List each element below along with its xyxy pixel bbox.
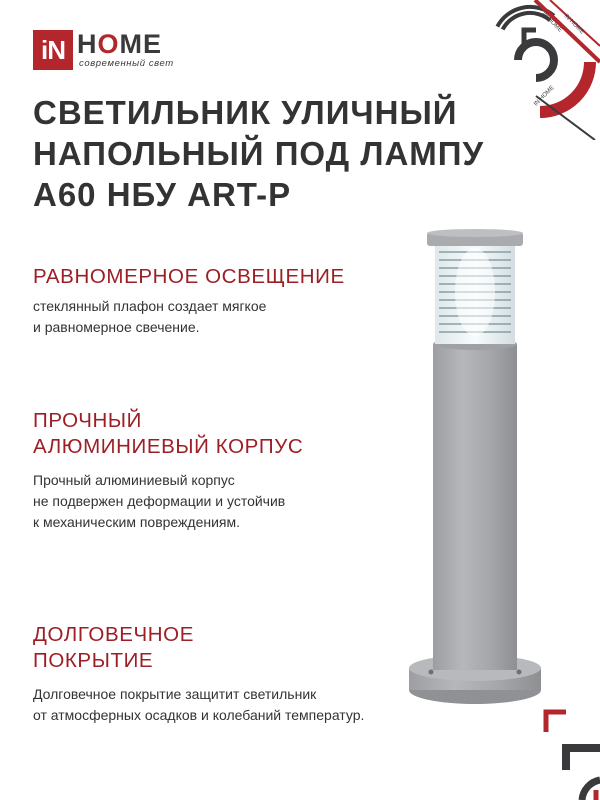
feature-text-line: к механическим повреждениям. — [33, 514, 241, 530]
logo-home-me: ME — [119, 29, 163, 59]
feature-text-line: Прочный алюминиевый корпус — [33, 472, 235, 488]
feature-text-line: не подвержен деформации и устойчив — [33, 493, 286, 509]
feature-heading-line: ПОКРЫТИЕ — [33, 649, 154, 672]
logo-home-h: H — [77, 29, 98, 59]
feature-heading-line: ПРОЧНЫЙ — [33, 409, 143, 432]
logo-home-wordmark — [77, 29, 162, 60]
product-title — [33, 92, 553, 215]
feature-text-line: стеклянный плафон создает мягкое — [33, 298, 267, 314]
feature-heading-line: ДОЛГОВЕЧНОЕ — [33, 623, 194, 646]
logo-in-badge: iN — [33, 30, 73, 70]
svg-text:IN HOME: IN HOME — [562, 13, 585, 36]
feature-heading-aluminium-body — [33, 408, 303, 460]
title-line: СВЕТИЛЬНИК УЛИЧНЫЙ — [33, 94, 458, 131]
title-line: НАПОЛЬНЫЙ ПОД ЛАМПУ — [33, 135, 485, 172]
brand-logo — [33, 30, 193, 70]
bottom-right-decoration — [520, 690, 600, 800]
logo-home-o: O — [97, 29, 120, 59]
feature-text-uniform-light — [33, 296, 266, 338]
title-line: А60 НБУ ART-P — [33, 176, 292, 213]
feature-text-line: от атмосферных осадков и колебаний температур. — [33, 707, 365, 723]
feature-text-line: и равномерное свечение. — [33, 319, 200, 335]
bollard-lamp-image — [395, 228, 575, 728]
logo-tagline: современный свет — [79, 58, 174, 69]
feature-text-durable-coating — [33, 684, 364, 726]
feature-heading-durable-coating — [33, 622, 194, 674]
feature-heading-uniform-light — [33, 264, 345, 290]
svg-text:IN HOME: IN HOME — [540, 11, 563, 34]
svg-text:IN HOME: IN HOME — [533, 85, 556, 108]
feature-text-line: Долговечное покрытие защитит светильник — [33, 686, 317, 702]
feature-heading-line: АЛЮМИНИЕВЫЙ КОРПУС — [33, 435, 304, 458]
feature-text-aluminium-body — [33, 470, 285, 533]
feature-heading-line: РАВНОМЕРНОЕ ОСВЕЩЕНИЕ — [33, 265, 345, 288]
